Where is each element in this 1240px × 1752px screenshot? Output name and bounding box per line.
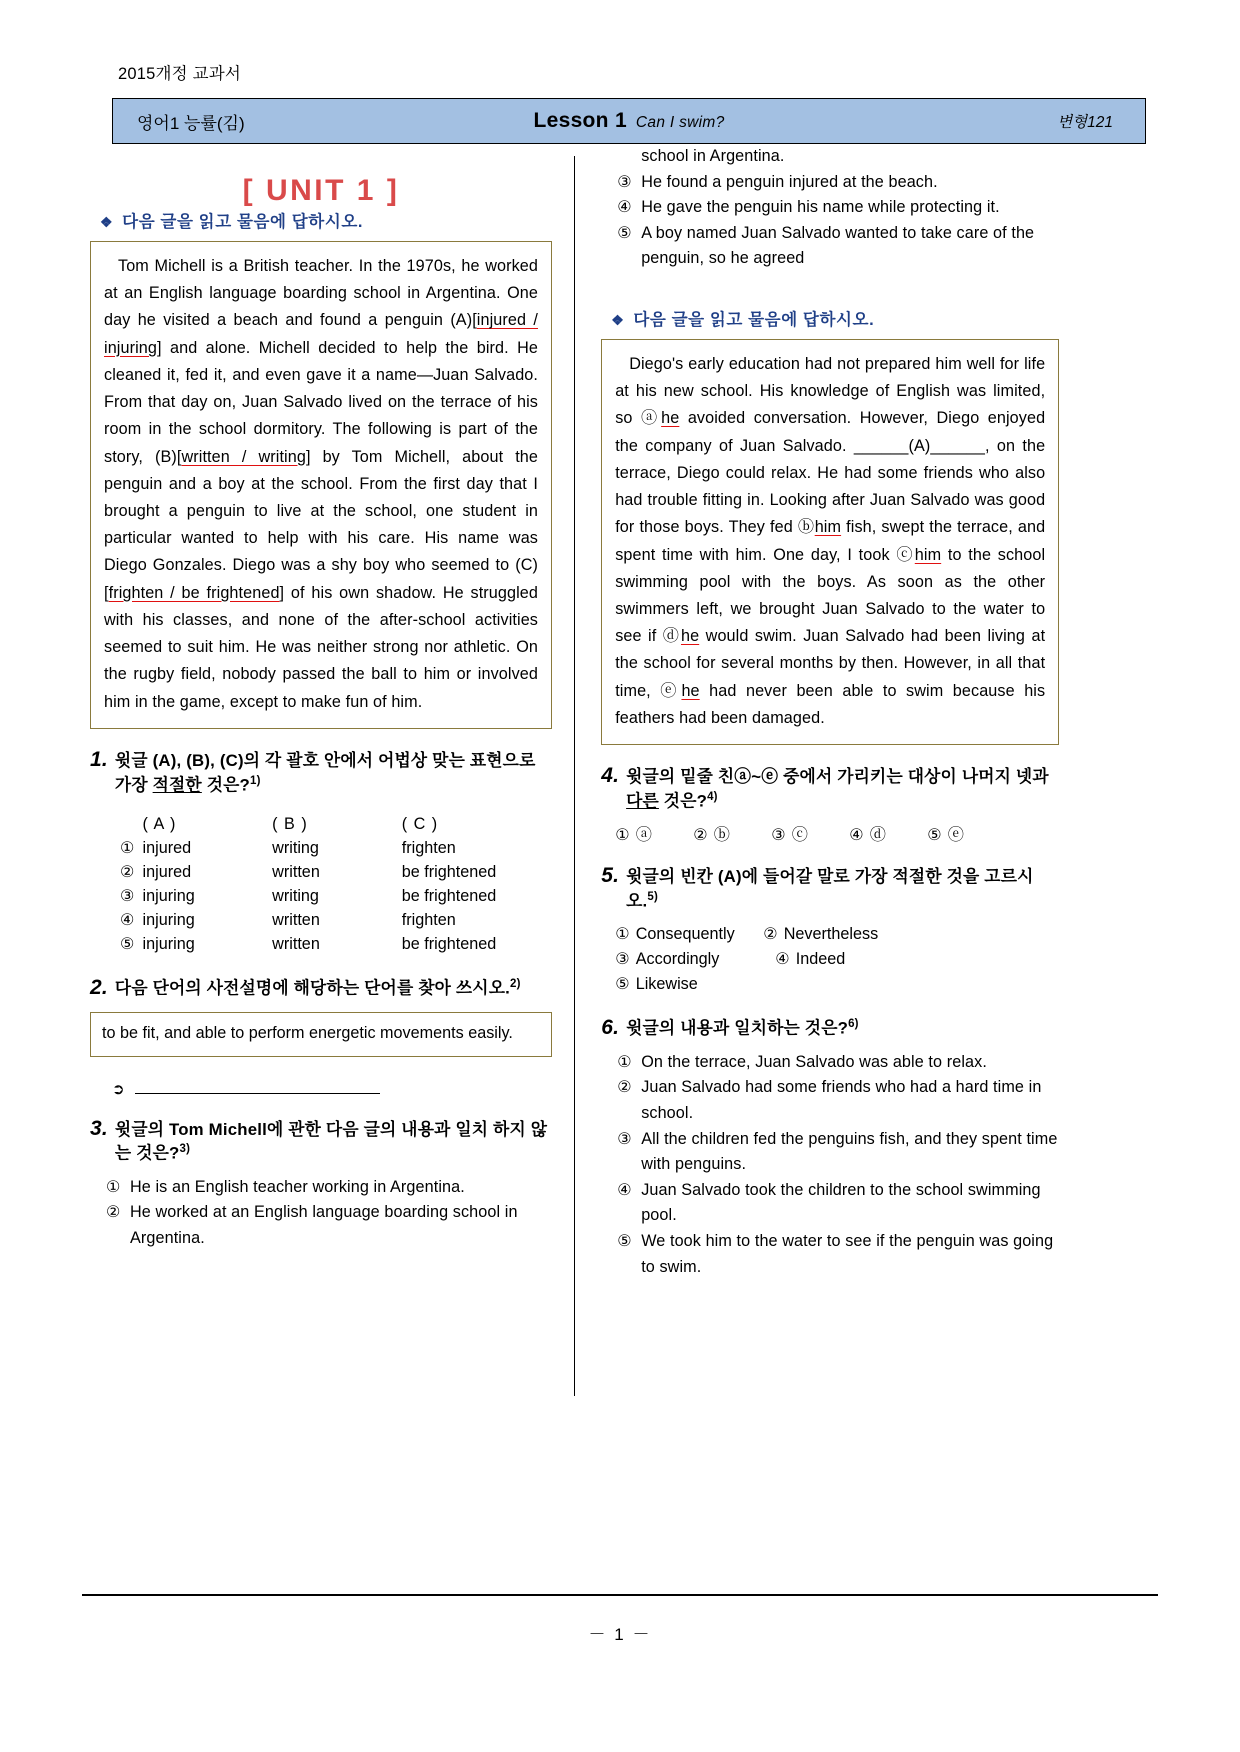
list-item[interactable] [617,1127,1059,1178]
option-mark: ① [106,1177,121,1196]
option-text: He found a penguin injured at the beach. [641,172,938,191]
textbook-label: 2015개정 교과서 [118,65,241,83]
instruction-text: 다음 글을 읽고 물음에 답하시오. [633,310,875,329]
option-mark: ④ [120,910,135,929]
option-text: Consequently [635,924,735,943]
instruction-2 [611,306,1059,330]
option-mark: ① [615,924,630,943]
passage1-choice-a: injured / injuring [104,311,538,357]
abc-table-row[interactable] [120,861,552,885]
option-value-c: frighten [401,838,456,857]
option-mark: ⑤ [927,826,942,845]
option-mark: ② [106,1203,121,1222]
question-3 [90,1117,552,1252]
question-5-text [626,865,1059,913]
passage2-seg6: had never been able to swim because his feathers had been damaged. [615,681,1046,727]
option-text-continued: school in Argentina. [641,147,785,165]
q4-text-underline: 다른 [626,791,659,811]
q4-text-post: 것은? [658,791,708,811]
option-value-a: injuring [142,910,195,929]
option-mark: ③ [615,949,630,968]
list-item[interactable] [849,821,927,845]
option-text: Juan Salvado had some friends who had a hard time in school. [641,1078,1042,1122]
q5-footnote-marker: 5) [647,891,659,904]
option-text: On the terrace, Juan Salvado was able to relax. [641,1052,987,1071]
option-value-b: written [272,862,320,881]
question-1-answer-table [120,813,552,957]
option-text: ⓔ [947,826,964,845]
option-text: Accordingly [635,949,720,968]
list-item[interactable] [106,1175,552,1201]
header-lesson-title: Lesson 1 [533,109,627,132]
option-mark: ① [615,826,630,845]
q1-text-underline: 적절한 [152,775,202,795]
q2-footnote-marker: 2) [510,978,521,991]
option-text: He worked at an English language boarding school in Argentina. [130,1203,518,1248]
question-2-text [115,976,552,1000]
diamond-bullet-icon: ❖ [100,214,114,230]
option-text: ⓐ [635,826,652,845]
option-text: Indeed [795,949,846,968]
option-text: He is an English teacher working in Argentina. [130,1177,465,1196]
option-mark: ④ [617,1180,632,1199]
passage2-underline-d: he [680,627,700,646]
option-value-b: writing [272,886,319,905]
option-value-c: be frightened [401,934,497,953]
q3-text-bold: Tom Michell [169,1119,267,1139]
question-3-options [106,1175,552,1252]
passage2-underline-e: he [681,681,700,700]
two-column-body [90,144,1150,1396]
abc-table-row[interactable] [120,933,552,957]
list-item[interactable] [615,972,763,997]
option-value-c: be frightened [401,886,497,905]
option-value-a: injuring [142,934,195,953]
question-6 [601,1016,1059,1280]
option-value-c: frighten [401,910,456,929]
word-definition-box [90,1012,552,1057]
question-1-number: 1. [90,747,108,771]
answer-blank-input[interactable] [135,1079,380,1094]
option-text: ⓒ [791,826,808,845]
option-value-a: injuring [142,886,195,905]
list-item[interactable] [615,922,763,947]
question-6-options [617,1050,1059,1280]
question-1-text [115,749,552,797]
option-value-a: injured [142,838,192,857]
option-text: Likewise [635,974,698,993]
list-item[interactable] [617,144,1059,170]
q3-text-pre: 윗글의 [114,1119,170,1139]
question-3-number: 3. [90,1116,108,1140]
diamond-bullet-icon: ❖ [611,311,625,328]
q3-footnote-marker: 3) [179,1143,191,1156]
list-item[interactable] [615,821,693,845]
option-value-c: be frightened [401,862,497,881]
option-mark: ③ [617,1129,632,1148]
list-item[interactable] [106,1200,552,1251]
option-mark: ③ [771,826,786,845]
header-variant-code: 변형121 [1057,114,1113,131]
list-item[interactable] [617,1178,1059,1229]
list-item[interactable] [617,195,1059,221]
abc-header-b: ( B ) [272,815,308,833]
option-mark: ④ [617,198,632,217]
option-value-a: injured [142,862,192,881]
passage2-seg3: fish, swept the terrace, and spent time with him. One day, I took ⓒ [615,518,1046,564]
list-item[interactable] [771,821,849,845]
passage2-underline-c: him [914,545,942,564]
question-3-text [115,1118,552,1166]
option-mark: ② [693,826,708,845]
option-text: ⓑ [713,826,730,845]
passage1-choice-b: written / writing [181,447,306,466]
q6-text: 윗글의 내용과 일치하는 것은? [626,1018,849,1038]
option-value-b: written [272,934,320,953]
q1-footnote-marker: 1) [249,774,261,787]
option-mark: ⑤ [617,1231,632,1250]
passage-1 [90,241,552,729]
passage1-seg4: ] of his own shadow. He struggled with his classes, and none of the after-school activities seemed to suit him. He was neither strong nor athletic. On the rugby field, nobody passed the ball to him or involved him in the game, except to make fun of him. [104,583,538,711]
q4-footnote-marker: 4) [707,790,718,803]
option-text: Juan Salvado took the children to the school swimming pool. [641,1180,1041,1225]
option-text: A boy named Juan Salvado wanted to take care of the penguin, so he agreed [641,223,1035,268]
list-item[interactable] [617,1050,1059,1076]
list-item[interactable] [615,947,775,972]
option-text: ⓓ [869,826,886,845]
question-5-options [615,922,1059,997]
arrow-right-icon: ➲ [112,1080,125,1098]
word-definition-text: to be fit, and able to perform energetic movements easily. [102,1023,513,1042]
q6-footnote-marker: 6) [848,1018,859,1031]
q2-text: 다음 단어의 사전설명에 해당하는 단어를 찾아 쓰시오. [114,978,510,998]
passage1-seg3: ] by Tom Michell, about the penguin and a boy at the school. From the first day that I brought a penguin to live at the school, one student in particular wanted to help with his care. His name was Diego Gonzales. Diego was a shy boy who seemed to (C)[ [104,447,538,602]
q1-text-post: 것은? [201,775,250,795]
abc-table-row[interactable] [120,909,552,933]
list-item[interactable] [617,221,1059,272]
abc-table-row[interactable] [120,885,552,909]
q3-text-post: 에 관한 다음 글의 내용과 일치 하지 않는 것은? [114,1119,548,1164]
passage-2 [601,339,1059,745]
option-mark: ① [617,1052,632,1071]
option-mark: ③ [120,886,135,905]
option-value-b: written [272,910,320,929]
passage2-underline-b: him [814,518,842,537]
option-mark: ② [120,862,135,881]
question-3-options-continued [617,144,1059,272]
footer-divider [82,1594,1158,1596]
question-2 [90,976,552,1098]
option-mark: ② [617,1078,632,1097]
list-item[interactable] [775,947,923,972]
header-subject: 영어1 능률(김) [137,113,245,133]
right-column [575,144,1059,1396]
passage2-seg2: avoided conversation. However, Diego enjoyed the company of Juan Salvado. ______(A)______, on the terrace, Diego could relax. He had some friends who also had trouble fitting in. Looking after Juan Salvado was good for those boys. They fed ⓑ [615,409,1046,537]
passage1-seg1: Tom Michell is a British teacher. In the 1970s, he worked at an English language boarding school in Argentina. One day he visited a beach and found a penguin (A)[ [104,257,538,330]
q4-text-pre: 윗글의 밑줄 친ⓐ~ⓔ 중에서 가리키는 대상이 나머지 넷과 [626,767,1049,787]
question-6-number: 6. [601,1015,620,1039]
option-mark: ① [120,838,135,857]
question-6-text [626,1016,1059,1040]
option-mark: ④ [775,949,790,968]
abc-table-header [120,813,552,837]
option-mark: ⑤ [617,223,632,242]
abc-table-row[interactable] [120,837,552,861]
question-4-text [626,765,1059,813]
passage1-choice-c: frighten / be frightened [108,583,280,602]
q1-text-pre: 윗글 (A), (B), (C)의 각 괄호 안에서 어법상 맞는 표현으로 가장 [114,750,536,795]
option-text: Nevertheless [783,924,879,943]
header-lesson-group [113,109,1145,133]
passage2-underline-a: he [661,409,680,428]
option-mark: ④ [849,826,864,845]
question-2-answer-line[interactable] [112,1079,552,1098]
option-text: He gave the penguin his name while protecting it. [641,198,1000,217]
abc-header-c: ( C ) [401,815,439,833]
question-4 [601,764,1059,845]
passage2-seg5: would swim. Juan Salvado had been living at the school for several months by then. However, in all that time, ⓔ [615,627,1046,700]
instruction-text: 다음 글을 읽고 물음에 답하시오. [122,213,364,231]
list-item[interactable] [693,821,771,845]
passage2-seg4: to the school swimming pool with the boys. As soon as the other swimmers left, we brought Juan Salvado to the water to see if ⓓ [615,545,1046,646]
lesson-header-bar [112,98,1146,144]
instruction-1 [100,208,552,232]
question-1 [90,748,552,957]
question-4-number: 4. [601,764,620,788]
passage1-seg2: ] and alone. Michell decided to help the bird. He cleaned it, fed it, and even gave it a name—Juan Salvado. From that day on, Juan Salvado lived on the terrace of his room in the school dormitory. The following is part of the story, (B)[ [104,338,538,466]
list-item[interactable] [927,821,1005,845]
option-mark: ⑤ [120,934,135,953]
q5-text: 윗글의 빈칸 (A)에 들어갈 말로 가장 적절한 것을 고르시오. [626,867,1034,911]
question-2-number: 2. [90,975,108,999]
abc-header-a: ( A ) [142,815,177,833]
list-item[interactable] [617,1075,1059,1126]
header-lesson-subtitle: Can I swim? [635,114,725,131]
left-column [90,144,574,1396]
option-text: We took him to the water to see if the penguin was going to swim. [641,1231,1054,1276]
option-mark: ③ [617,172,632,191]
page-number: － 1 － [588,1625,652,1644]
option-value-b: writing [272,838,319,857]
option-mark: ⑤ [615,974,630,993]
list-item[interactable] [763,922,911,947]
list-item[interactable] [617,170,1059,196]
list-item[interactable] [617,1229,1059,1280]
passage2-seg1: Diego's early education had not prepared him well for life at his new school. His knowledge of English was limited, so ⓐ [615,354,1046,428]
question-4-options [615,821,1059,845]
question-5 [601,864,1059,997]
option-mark: ② [763,924,778,943]
page-title: [ UNIT 1 ] [242,174,400,207]
question-5-number: 5. [601,864,620,888]
option-text: All the children fed the penguins fish, and they spent time with penguins. [641,1129,1058,1174]
